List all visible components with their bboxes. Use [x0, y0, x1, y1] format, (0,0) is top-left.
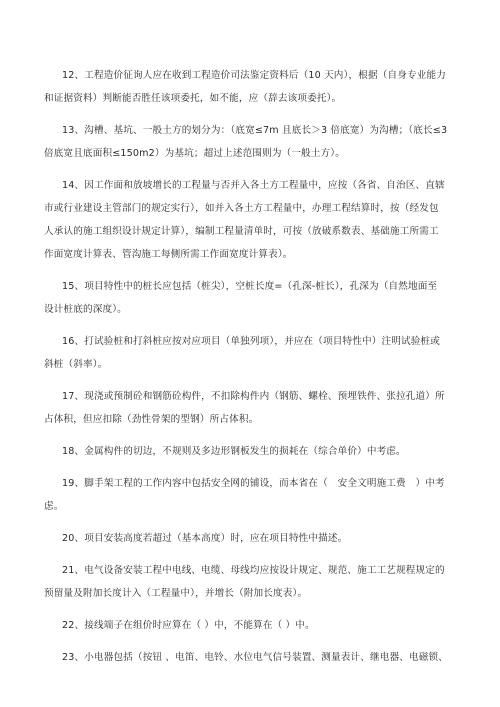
item-19 [44, 472, 456, 518]
item-15-line-2: 设计桩底的深度）。 [44, 304, 127, 315]
item-17 [44, 385, 456, 431]
item-14 [44, 174, 456, 266]
item-23-line-1: 23、小电器包括（按钮 、电笛、电铃、水位电气信号装置、测量表计、继电器、电磁锁、 [62, 652, 448, 663]
item-13 [44, 119, 456, 165]
item-20-line-1: 20、项目安装高度若超过（基本高度）时，应在项目特性中描述。 [62, 533, 348, 544]
item-14-line-3: 人承认的施工组织设计规定计算），编制工程量清单时，可按（放破系数表、基础施工所需工 [44, 226, 439, 237]
item-21 [44, 559, 456, 605]
item-19-line-2: 虑。 [44, 501, 64, 512]
item-12 [44, 64, 456, 110]
item-12-line-1: 12、工程造价征询人应在收到工程造价司法鉴定资料后（10 天内），根据（自身专业能力 [62, 70, 446, 81]
item-22 [44, 614, 456, 637]
item-14-line-4: 作面宽度计算表、管沟施工每侧所需工作面宽度计算表）。 [44, 249, 293, 260]
item-13-line-1: 13、沟槽、基坑、一般土方的划分为：（底宽≤7m 且底长＞3 倍底宽）为沟槽；（底长≤3 [62, 125, 448, 136]
item-21-line-1: 21、电气设备安装工程中电线、电缆、母线均应按设计规定、规范、施工工艺规程规定的 [62, 565, 445, 576]
item-20 [44, 527, 456, 550]
item-13-line-2: 倍底宽且底面积≤150m2）为基坑；超过上述范围则为（一般土方）。 [44, 148, 345, 159]
item-18-line-1: 18、金属构件的切边，不规则及多边形钢板发生的损耗在（综合单价）中考虑。 [62, 446, 406, 457]
item-14-line-2: 市或行业建设主管部门的规定实行），如并入各土方工程量中，办理工程结算时，按（经发包 [44, 203, 439, 214]
item-18 [44, 440, 456, 463]
item-19-line-1: 19、脚手架工程的工作内容中包括安全网的铺设，而本省在（ 安全文明施工费 ）中考 [62, 478, 445, 489]
item-14-line-1: 14、因工作面和放坡增长的工程量与否并入各土方工程量中，应按（各省、自治区、直辖 [62, 180, 445, 191]
item-16 [44, 330, 456, 376]
item-22-line-1: 22、接线端子在组价时应算在（ ）中，不能算在（ ）中。 [62, 620, 315, 631]
item-17-line-2: 占体积，但应扣除（劲性骨架的型钢）所占体积。 [44, 414, 259, 425]
item-21-line-2: 预留量及附加长度计入（工程量中），并增长（附加长度表）。 [44, 588, 308, 599]
item-16-line-1: 16、打试验桩和打斜桩应按对应项目（单独列项），并应在（项目特性中）注明试验桩或 [62, 336, 440, 347]
item-23 [44, 646, 456, 669]
item-15 [44, 275, 456, 321]
item-12-line-2: 和证据资料）判断能否胜任该项委托，如不能，应（辞去该项委托）。 [44, 93, 342, 104]
item-16-line-2: 斜桩（斜率）。 [44, 359, 108, 370]
item-15-line-1: 15、项目特性中的桩长应包括（桩尖），空桩长度=（孔深-桩长），孔深为（自然地面至 [62, 281, 438, 292]
item-17-line-1: 17、现浇或预制砼和钢筋砼构件，不扣除构件内（钢筋、螺栓、预埋铁件、张拉孔道）所 [62, 391, 445, 402]
